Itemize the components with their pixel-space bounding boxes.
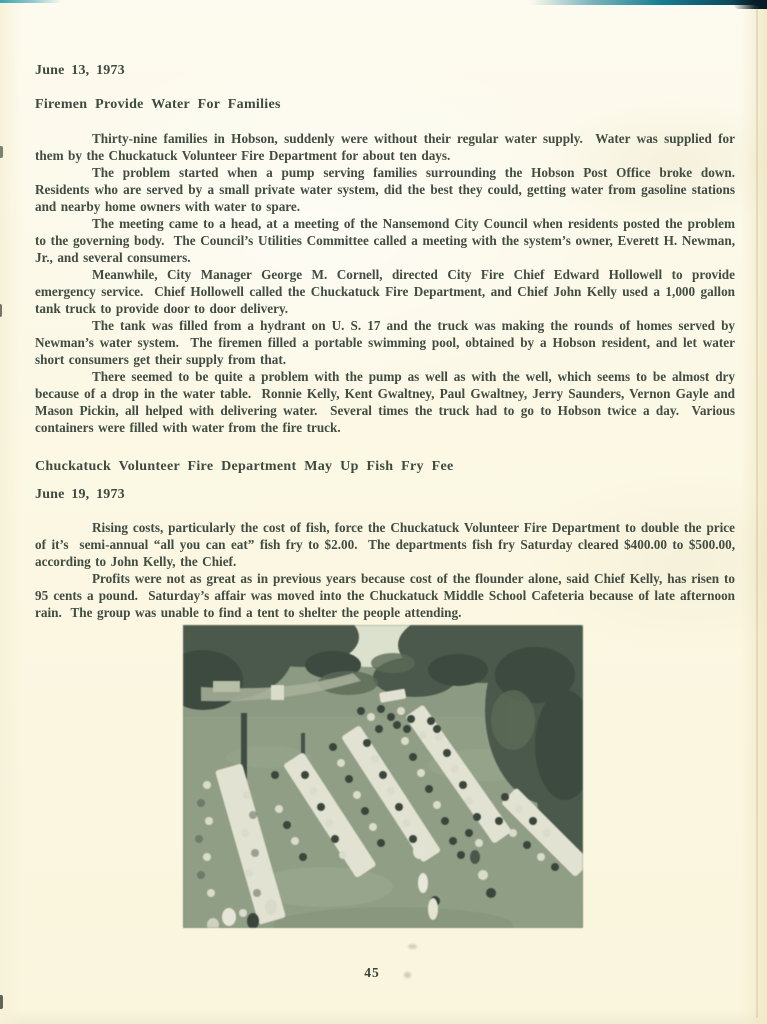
page-content	[35, 0, 744, 621]
article-body	[35, 519, 740, 621]
article-title: Chuckatuck Volunteer Fire Department May Up Fish Fry Fee	[35, 459, 454, 474]
paragraph: The tank was filled from a hydrant on U. S. 17 and the truck was making the rounds of homes served by Newman’s water system. The firemen filled a portable swimming pool, obtained by a Hobson resident, and let water short consumers get their supply from that.	[35, 318, 740, 367]
scan-artifact-smudge	[408, 944, 417, 949]
scan-artifact-left-mark	[0, 304, 2, 317]
paragraph: Rising costs, particularly the cost of fish, force the Chuckatuck Volunteer Fire Department to double the price of it’s semi-annual “all you can eat” fish fry to $2.00. The departments fish fry Saturday cleared $400.00 to $500.00, according to John Kelly, the Chief.	[35, 520, 740, 569]
article-fish-fry-fee	[35, 458, 740, 621]
article-title: Firemen Provide Water For Families	[35, 97, 281, 112]
paragraph: Profits were not as great as in previous years because cost of the flounder alone, said Chief Kelly, has risen to 95 cents a pound. Saturday’s affair was moved into the Chuckatuck Middle School Cafeteria because of late afternoon rain. The group was unable to find a tent to shelter the people attending.	[35, 571, 740, 620]
article-firemen-provide-water	[35, 0, 744, 436]
paragraph: The meeting came to a head, at a meeting of the Nansemond City Council when residents posted the problem to the governing body. The Council’s Utilities Committee called a meeting with the system’s owner, Everett H. Newman, Jr., and several consumers.	[35, 216, 740, 265]
fish-fry-photo-graphic	[183, 625, 583, 928]
paragraph: The problem started when a pump serving families surrounding the Hobson Post Office broke down. Residents who are served by a small private water system, did the best they could, getting water from gasoline stations and nearby home owners with water to spare.	[35, 165, 744, 214]
scan-artifact-left-mark	[0, 146, 3, 158]
page-number: 45	[364, 965, 380, 980]
scan-artifact-top-right-corner	[733, 0, 767, 9]
fish-fry-photo	[183, 625, 583, 928]
paragraph: Thirty-nine families in Hobson, suddenly were without their regular water supply. Water was supplied for them by the Chuckatuck Volunteer Fire Department for about ten days.	[35, 131, 740, 163]
article-date: June 19, 1973	[35, 487, 125, 502]
paragraph: There seemed to be quite a problem with the pump as well as with the well, which seems to be almost dry because of a drop in the water table. Ronnie Kelly, Kent Gwaltney, Paul Gwaltney, Jerry Saunders, Vernon Gayle and Mason Pickin, all helped with delivering water. Several times the truck had to go to Hobson twice a day. Various containers were filled with water from the fire truck.	[35, 369, 740, 435]
article-date: June 13, 1973	[35, 63, 125, 78]
scan-artifact-left-mark	[0, 995, 3, 1009]
article-body	[35, 130, 744, 436]
paragraph: Meanwhile, City Manager George M. Cornell, directed City Fire Chief Edward Hollowell to provide emergency service. Chief Hollowell called the Chuckatuck Fire Department, and Chief John Kelly used a 1,000 gallon tank truck to provide door to door delivery.	[35, 267, 740, 316]
scan-artifact-right-edge-line	[756, 6, 758, 1018]
